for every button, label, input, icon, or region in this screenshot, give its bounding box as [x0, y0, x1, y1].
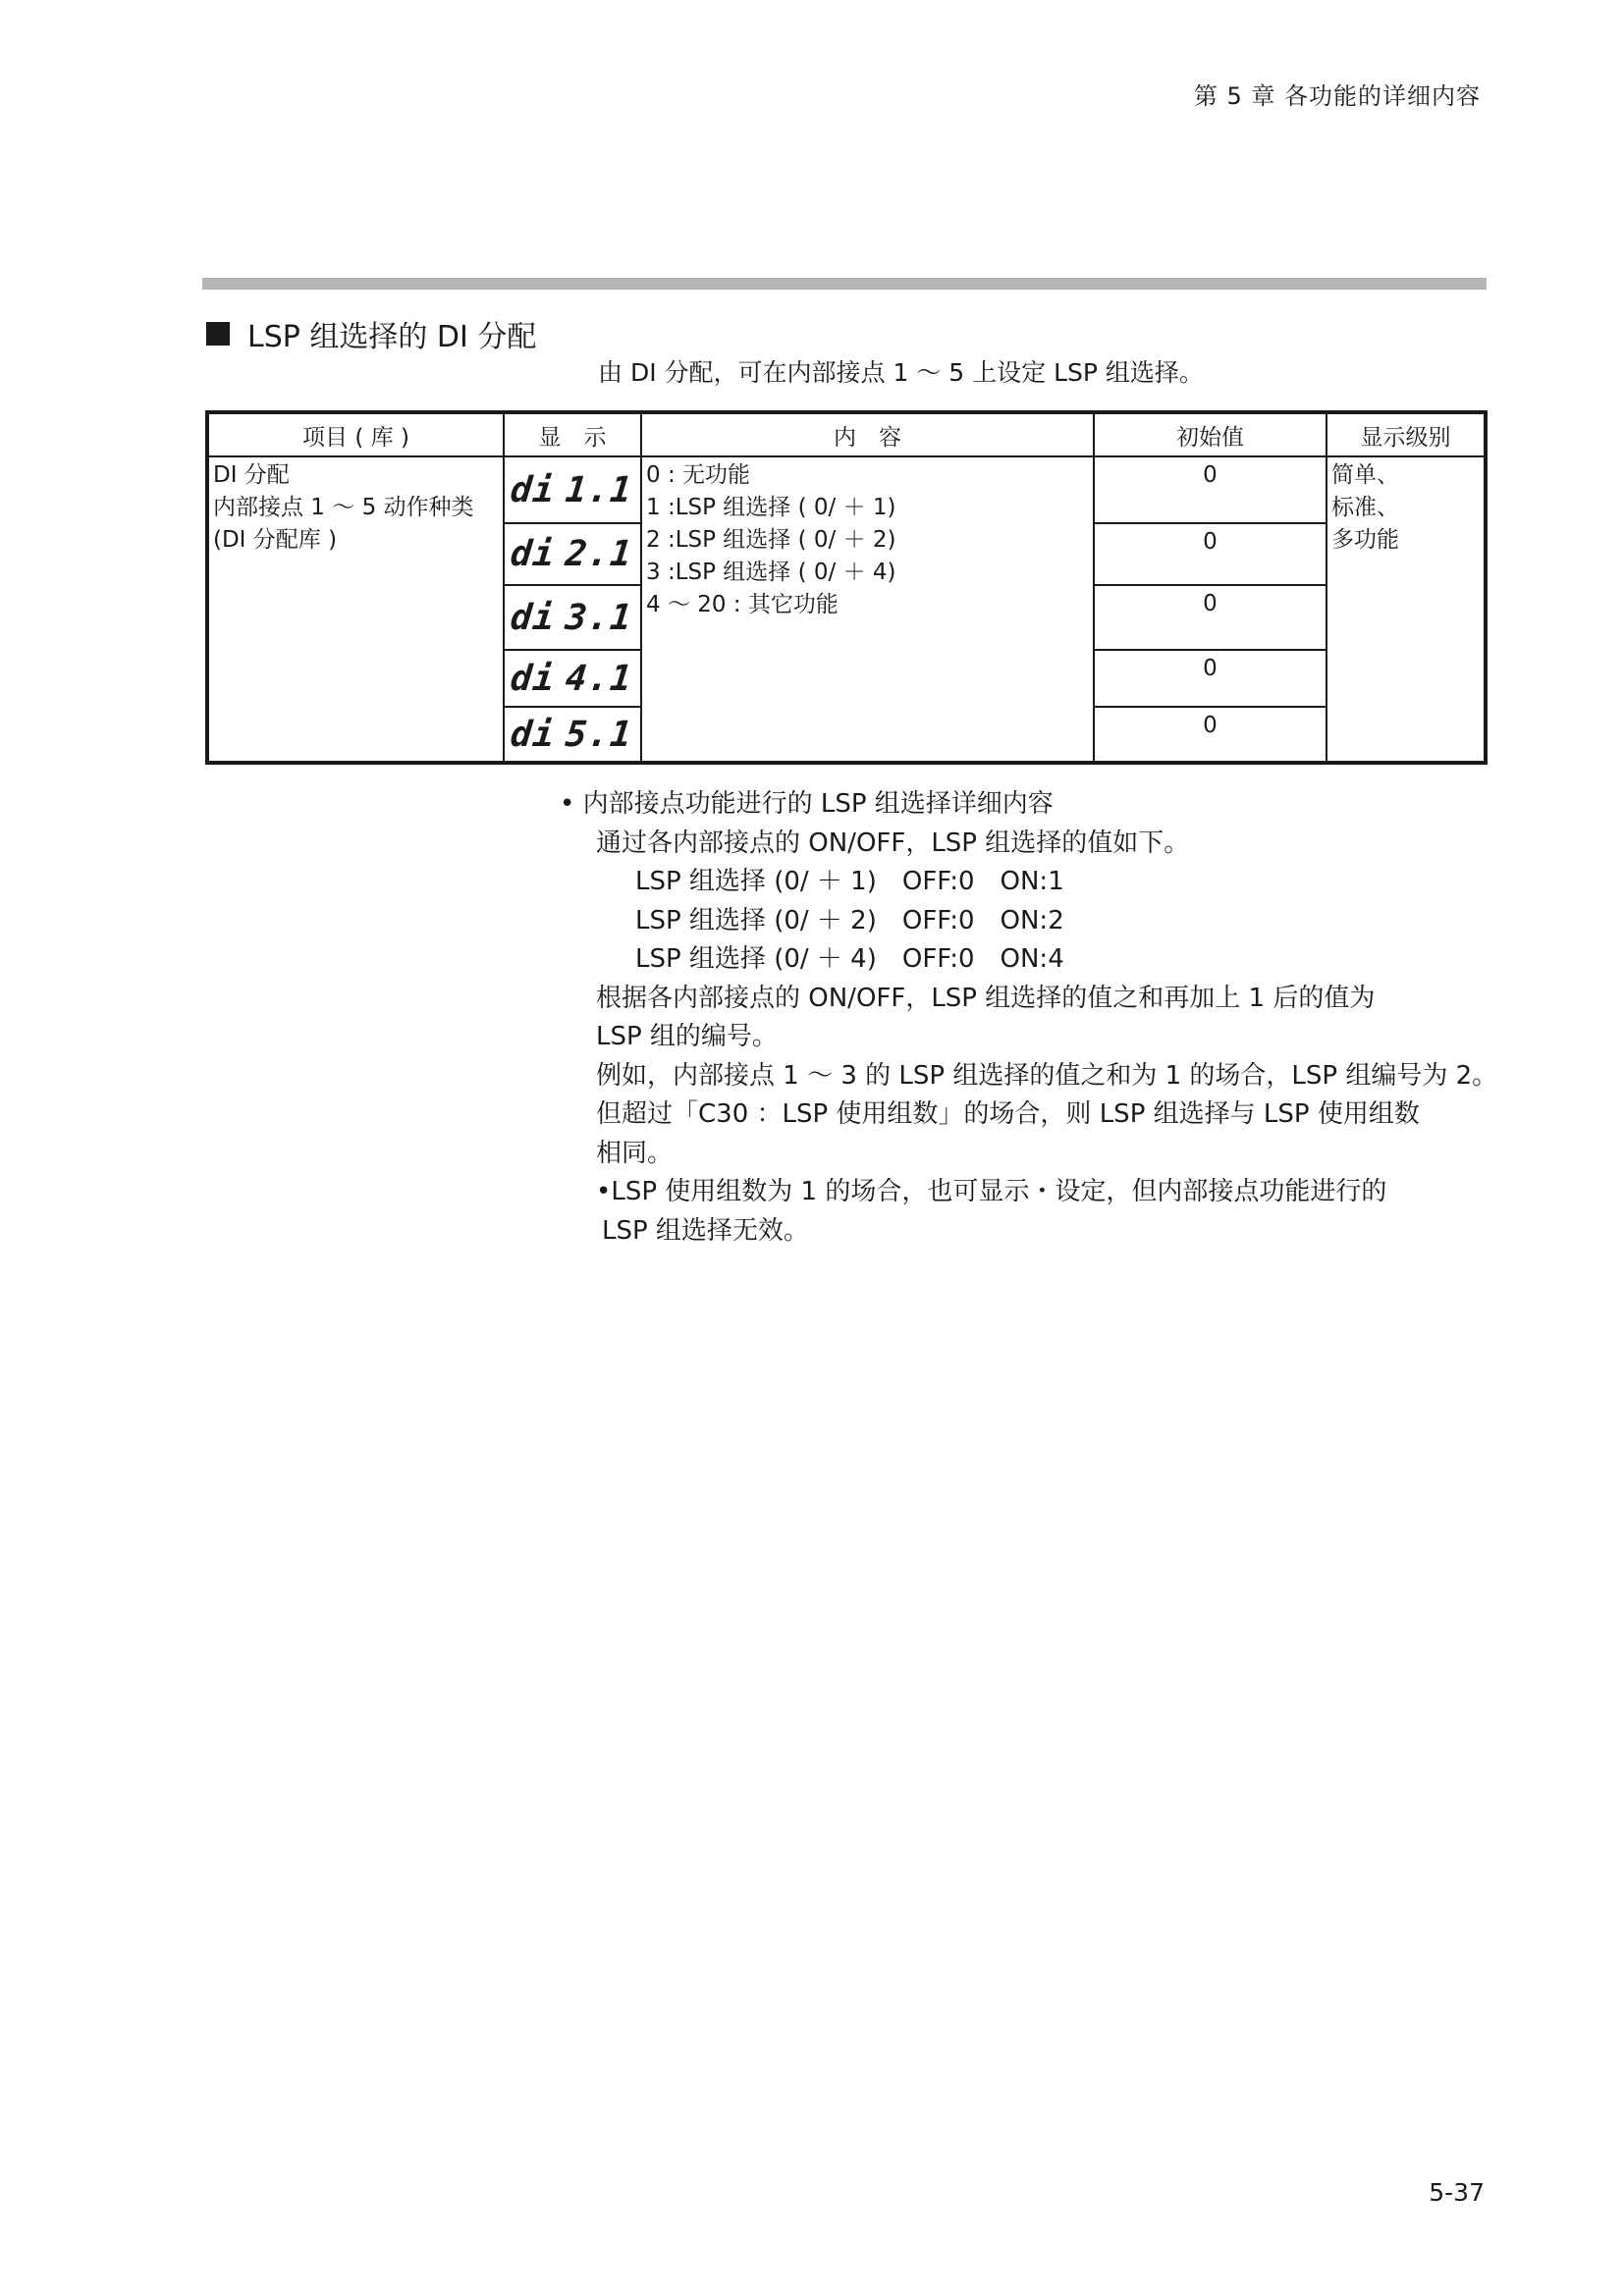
note-bullet: • 内部接点功能进行的 LSP 组选择详细内容: [560, 789, 1054, 819]
note-line: 根据各内部接点的 ON/OFF，LSP 组选择的值之和再加上 1 后的值为: [596, 983, 1376, 1013]
initial-value-cell: 0: [1094, 650, 1326, 707]
content-line: 4 ～ 20 : 其它功能: [646, 592, 839, 617]
header-item: 项目 ( 库 ): [207, 412, 504, 456]
segment-right: 5.1: [563, 714, 635, 755]
initial-value-cell: 0: [1094, 707, 1326, 763]
table-row: [207, 456, 1486, 523]
item-line: 内部接点 1 ～ 5 动作种类: [213, 495, 474, 520]
segment-left: di: [508, 469, 558, 510]
segment-left: di: [508, 658, 558, 699]
segment-right: 3.1: [563, 597, 635, 638]
segment-right: 4.1: [563, 658, 635, 699]
page-number: 5-37: [1429, 2178, 1485, 2207]
content-line: 3 :LSP 组选择 ( 0/ ＋ 4): [646, 560, 896, 585]
level-cell: [1326, 456, 1486, 763]
content-line: 0 : 无功能: [646, 462, 751, 488]
segment-display: [503, 597, 641, 638]
note-line: 但超过「C30 ：LSP 使用组数」的场合，则 LSP 组选择与 LSP 使用组数: [596, 1099, 1420, 1129]
note-selection: LSP 组选择 (0/ ＋ 2) OFF:0 ON:2: [635, 905, 1064, 935]
header-display: 显 示: [504, 412, 641, 456]
table-header-row: [207, 412, 1486, 456]
chapter-header: 第 5 章 各功能的详细内容: [1193, 82, 1481, 110]
di-assignment-table: [205, 410, 1488, 765]
note-line: 通过各内部接点的 ON/OFF，LSP 组选择的值如下。: [596, 828, 1190, 858]
content-line: 1 :LSP 组选择 ( 0/ ＋ 1): [646, 495, 896, 520]
section-title-text: LSP 组选择的 DI 分配: [247, 320, 537, 354]
display-cell: [504, 650, 641, 707]
display-cell: [504, 585, 641, 650]
note-line: 相同。: [596, 1138, 674, 1168]
header-display-level: 显示级别: [1326, 412, 1486, 456]
content-line: 2 :LSP 组选择 ( 0/ ＋ 2): [646, 527, 896, 553]
note-line: 例如，内部接点 1 ～ 3 的 LSP 组选择的值之和为 1 的场合，LSP 组编号为 2。: [596, 1060, 1498, 1091]
item-cell: [207, 456, 504, 763]
segment-display: [503, 658, 641, 699]
note-selection: LSP 组选择 (0/ ＋ 1) OFF:0 ON:1: [635, 867, 1064, 896]
note-line: LSP 组的编号。: [596, 1022, 778, 1051]
segment-display: [503, 714, 641, 755]
section-title: [206, 312, 536, 355]
item-line: DI 分配: [213, 462, 290, 488]
section-divider: [202, 278, 1487, 290]
notes-block: [560, 785, 1497, 1251]
segment-right: 2.1: [563, 534, 635, 574]
segment-right: 1.1: [563, 469, 635, 510]
level-line: 标准、: [1331, 495, 1399, 520]
initial-value-cell: 0: [1094, 585, 1326, 650]
section-intro: 由 DI 分配，可在内部接点 1 ～ 5 上设定 LSP 组选择。: [598, 358, 1204, 387]
segment-left: di: [508, 714, 558, 755]
segment-display: [503, 469, 641, 510]
segment-left: di: [508, 534, 558, 574]
level-line: 简单、: [1331, 462, 1399, 488]
segment-left: di: [508, 597, 558, 638]
segment-display: [503, 534, 641, 574]
display-cell: [504, 707, 641, 763]
display-cell: [504, 523, 641, 585]
square-bullet-icon: [206, 322, 230, 346]
initial-value-cell: 0: [1094, 523, 1326, 585]
level-line: 多功能: [1331, 527, 1399, 553]
item-line: (DI 分配库 ): [213, 527, 338, 553]
note-selection: LSP 组选择 (0/ ＋ 4) OFF:0 ON:4: [635, 944, 1064, 974]
header-initial-value: 初始值: [1094, 412, 1326, 456]
initial-value-cell: 0: [1094, 456, 1326, 523]
note-line: LSP 组选择无效。: [602, 1215, 809, 1246]
content-cell: [641, 456, 1094, 763]
note-bullet: •LSP 使用组数为 1 的场合，也可显示・设定，但内部接点功能进行的: [596, 1177, 1387, 1206]
display-cell: [504, 456, 641, 523]
header-content: 内 容: [641, 412, 1094, 456]
